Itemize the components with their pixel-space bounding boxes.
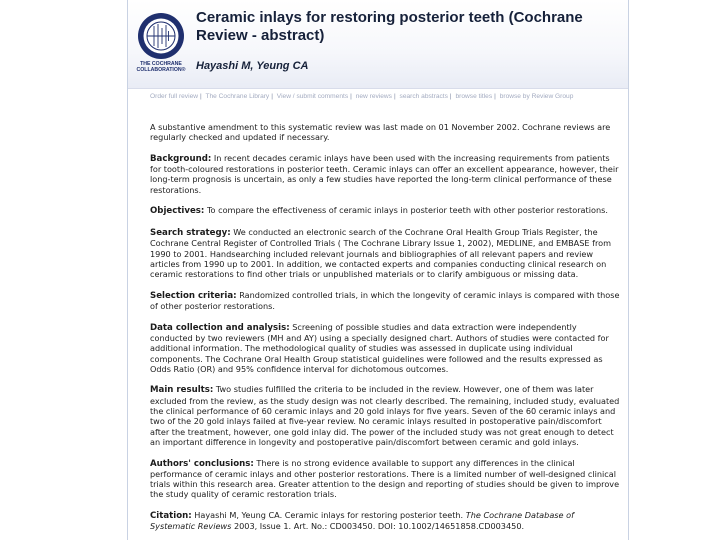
section-authors-conclusions: [150, 458, 620, 500]
nav-link-new-reviews[interactable]: new reviews: [355, 93, 392, 100]
section-text: There is no strong evidence available to support any differences in the clinical performance of ceramic inlays and other posterior restorations. There is a limited number of well-designed clinical trials within this research area. Greater attention to the design and reporting of studies should be given to improve the study quality of ceramic restoration trials.: [150, 457, 620, 500]
nav-link-browse-by-review-group[interactable]: browse by Review Group: [499, 93, 574, 100]
nav-link-cochrane-library[interactable]: The Cochrane Library: [205, 93, 270, 100]
citation-label: Citation:: [150, 510, 192, 521]
section-text: Randomized controlled trials, in which the longevity of ceramic inlays is compared with those of other posterior restorations.: [150, 289, 620, 312]
section-search-strategy: [150, 227, 620, 279]
page-title: Ceramic inlays for restoring posterior teeth (Cochrane Review - abstract): [196, 9, 583, 44]
header: [128, 0, 628, 89]
section-data-collection: [150, 322, 620, 374]
section-text: Screening of possible studies and data extraction were independently conducted by two reviewers (MH and AY) using a specially designed chart. Authors of studies were contacted for additional information. The methodological quality of studies was assessed in duplicate using individual components. The Cochrane Oral Health Group statistical guidelines were followed and the results expressed as Odds Ratio (OR) and 95% confidence interval for dichotomous outcomes.: [150, 321, 609, 374]
amendment-note: A substantive amendment to this systematic review was last made on 01 November 2002. Cochrane reviews are regularly checked and updated if necessary.: [150, 122, 611, 143]
section-text: In recent decades ceramic inlays have been used with the increasing requirements from patients for tooth-coloured restorations in posterior teeth. Ceramic inlays can offer an excellent appearance, however, their long-term prognosis is uncertain, as only a few studies have reported the long-term clinical performance of these restorations.: [150, 152, 619, 195]
nav-link-view-submit-comments[interactable]: View / submit comments: [276, 93, 349, 100]
section-label: Objectives:: [150, 206, 205, 217]
citation-journal: The Cochrane Database of Systematic Reviews: [150, 509, 574, 532]
section-label: Main results:: [150, 385, 214, 396]
section-label: Data collection and analysis:: [150, 322, 290, 333]
section-objectives: [150, 205, 620, 216]
section-main-results: [150, 384, 620, 447]
logo-line-1: THE COCHRANE: [140, 61, 182, 67]
nav-link-browse-titles[interactable]: browse titles: [455, 93, 493, 100]
section-selection-criteria: [150, 290, 620, 312]
document-page: [127, 0, 629, 540]
authors: Hayashi M, Yeung CA: [196, 60, 309, 72]
citation-details: 2003, Issue 1. Art. No.: CD003450. DOI: 10.1002/14651858.CD003450.: [233, 521, 525, 532]
cochrane-logo: [134, 12, 188, 78]
cochrane-logo-icon: [134, 12, 188, 60]
section-background: [150, 153, 620, 195]
abstract-content: [150, 122, 620, 542]
section-text: To compare the effectiveness of ceramic inlays in posterior teeth with other posterior restorations.: [206, 205, 608, 216]
section-label: Authors' conclusions:: [150, 458, 254, 469]
section-citation: [150, 510, 620, 532]
section-text: We conducted an electronic search of the Cochrane Oral Health Group Trials Register, the Cochrane Central Register of Controlled Trials ( The Cochrane Library Issue 1, 2002), MEDLINE, and EMBASE from 1990 to 2001. Handsearching included relevant journals and bibliographies of all relevant papers and review articles from 1990 up to 2001. In addition, we contacted experts and companies conducting clinical research on ceramic restorations to find other trials or unpublished materials or to clarify ambiguous or missing data.: [150, 226, 612, 280]
nav-link-order-full-review[interactable]: Order full review: [150, 93, 199, 100]
section-text: Two studies fulfilled the criteria to be included in the review. However, one of them was later excluded from the review, as the study design was not clearly described. The remaining, included study, evaluated the clinical performance of 60 ceramic inlays and 20 gold inlays for five years. Seven of the 60 ceramic inlays and two of the 20 gold inlays failed at five-year review. No ceramic inlays resulted in postoperative pain/discomfort after the treatment, however, one gold inlay did. The power of the included study was not great enough to detect an important difference in longevity and postoperative pain/discomfort between ceramic and gold inlays.: [150, 384, 620, 447]
nav-link-search-abstracts[interactable]: search abstracts: [399, 93, 448, 100]
nav-links: Order full review | The Cochrane Library | View / submit comments | new reviews | search abstracts | browse titles | browse by Review Group: [150, 93, 574, 100]
section-label: Background:: [150, 153, 212, 164]
section-label: Selection criteria:: [150, 290, 237, 301]
section-label: Search strategy:: [150, 227, 231, 238]
logo-line-2: COLLABORATION®: [136, 67, 186, 73]
citation-text: Hayashi M, Yeung CA. Ceramic inlays for restoring posterior teeth.: [194, 509, 464, 520]
